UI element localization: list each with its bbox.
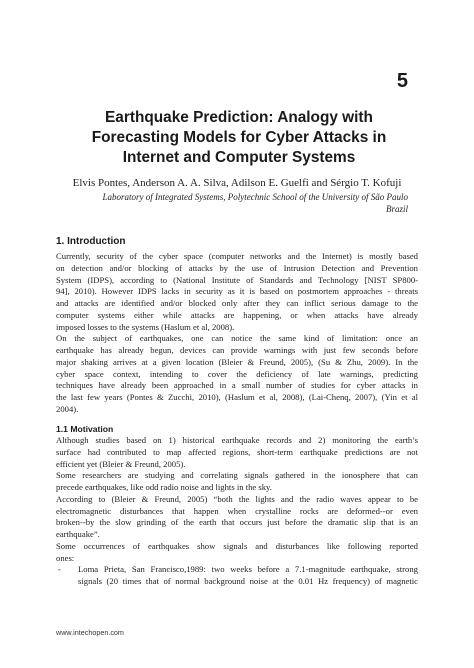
text-line: efficient yet (Bleier & Freund, 2005).	[56, 458, 186, 469]
chapter-number: 5	[396, 70, 408, 92]
text-line: surface had contributed to map affected regions, short-term earthquake predictions are not	[56, 446, 418, 457]
text-line: imposed losses to the systems (Haslum et al, 2008).	[56, 321, 235, 332]
text-line: Loma Prieta, San Francisco,1989: two weeks before a 7.1-magnitude earthquake, strong	[78, 564, 418, 575]
text-line: Although studies based on 1) historical earthquake records and 2) monitoring the earth’s	[56, 435, 418, 445]
bullet-marker: -	[58, 564, 61, 575]
text-line: techniques have already been approached in a small number of studies for cyber attacks in	[56, 380, 418, 391]
affiliation-line: Brazil	[385, 204, 408, 214]
text-line: earthquake”.	[56, 529, 100, 539]
text-line: and attacks are identified and/or blocked only after they can inflict serious damage to the	[56, 298, 418, 308]
introduction-body	[56, 251, 418, 416]
text-line: precede earthquakes, like odd radio noise and lights in the sky.	[56, 482, 272, 492]
text-line: signals (20 times that of normal background noise at the 0.01 Hz frequency) of magnetic	[78, 576, 418, 586]
list-item	[56, 564, 418, 576]
subsection-heading: 1.1 Motivation	[56, 424, 114, 434]
text-line: On the subject of earthquakes, one can notice the same kind of limitation: once an	[56, 333, 418, 344]
text-line: 94], 2010). However IDPS lacks in security as it is based on postmortem approaches - threats	[56, 286, 418, 297]
text-line: Currently, security of the cyber space (computer networks and the Internet) is mostly based	[56, 251, 418, 261]
text-line: earthquake has already begun, devices can provide warnings with just few seconds before	[56, 345, 418, 355]
text-line: Some occurrences of earthquakes show signals and disturbances like following reported	[56, 540, 418, 551]
text-line: on detection and/or blocking of attacks by the use of Intrusion Detection and Prevention	[56, 262, 418, 273]
text-line: computer systems either while attacks are happening, or when attacks have already	[56, 309, 418, 320]
title-line: Internet and Computer Systems	[122, 149, 356, 166]
title-line: Forecasting Models for Cyber Attacks in	[91, 129, 387, 146]
affiliation-line: Laboratory of Integrated Systems, Polytechnic School of the University of São Paulo	[102, 192, 408, 202]
affiliation	[48, 191, 408, 215]
text-line: electromagnetic disturbances that happen when crystalline rocks are deformed--or even	[56, 505, 418, 516]
section-heading: 1. Introduction	[56, 236, 126, 247]
text-line: ones:	[56, 552, 75, 563]
text-line: the last few years (Pontes & Zucchi, 2010), (Haslum et al, 2008), (Lai-Chenq, 2007), (Yin et al	[56, 392, 418, 402]
chapter-title	[56, 108, 422, 168]
text-line: System (IDPS), according to (National Institute of Standards and Technology [NIST SP800-	[56, 274, 418, 285]
footer-url: www.intechopen.com	[56, 628, 124, 637]
motivation-body	[56, 435, 418, 588]
author-list: Elvis Pontes, Anderson A. A. Silva, Adilson E. Guelfi and Sérgio T. Kofuji	[72, 177, 402, 189]
text-line: According to (Bleier & Freund, 2005) “both the lights and the radio waves appear to be	[56, 493, 418, 504]
text-line: Some researchers are studying and correlating signals gathered in the ionosphere that can	[56, 470, 418, 481]
text-line: cyber space context, intending to cover the deficiency of late warnings, predicting	[56, 368, 418, 379]
text-line: broken--by the slow grinding of the earth that occurs just before the dramatic slip that is an	[56, 517, 418, 528]
text-line: 2004).	[56, 403, 79, 414]
title-line: Earthquake Prediction: Analogy with	[105, 109, 373, 126]
text-line: major shaking arrives at a given location (Bleier & Freund, 2005), (Su & Zhu, 2009). In the	[56, 356, 418, 367]
